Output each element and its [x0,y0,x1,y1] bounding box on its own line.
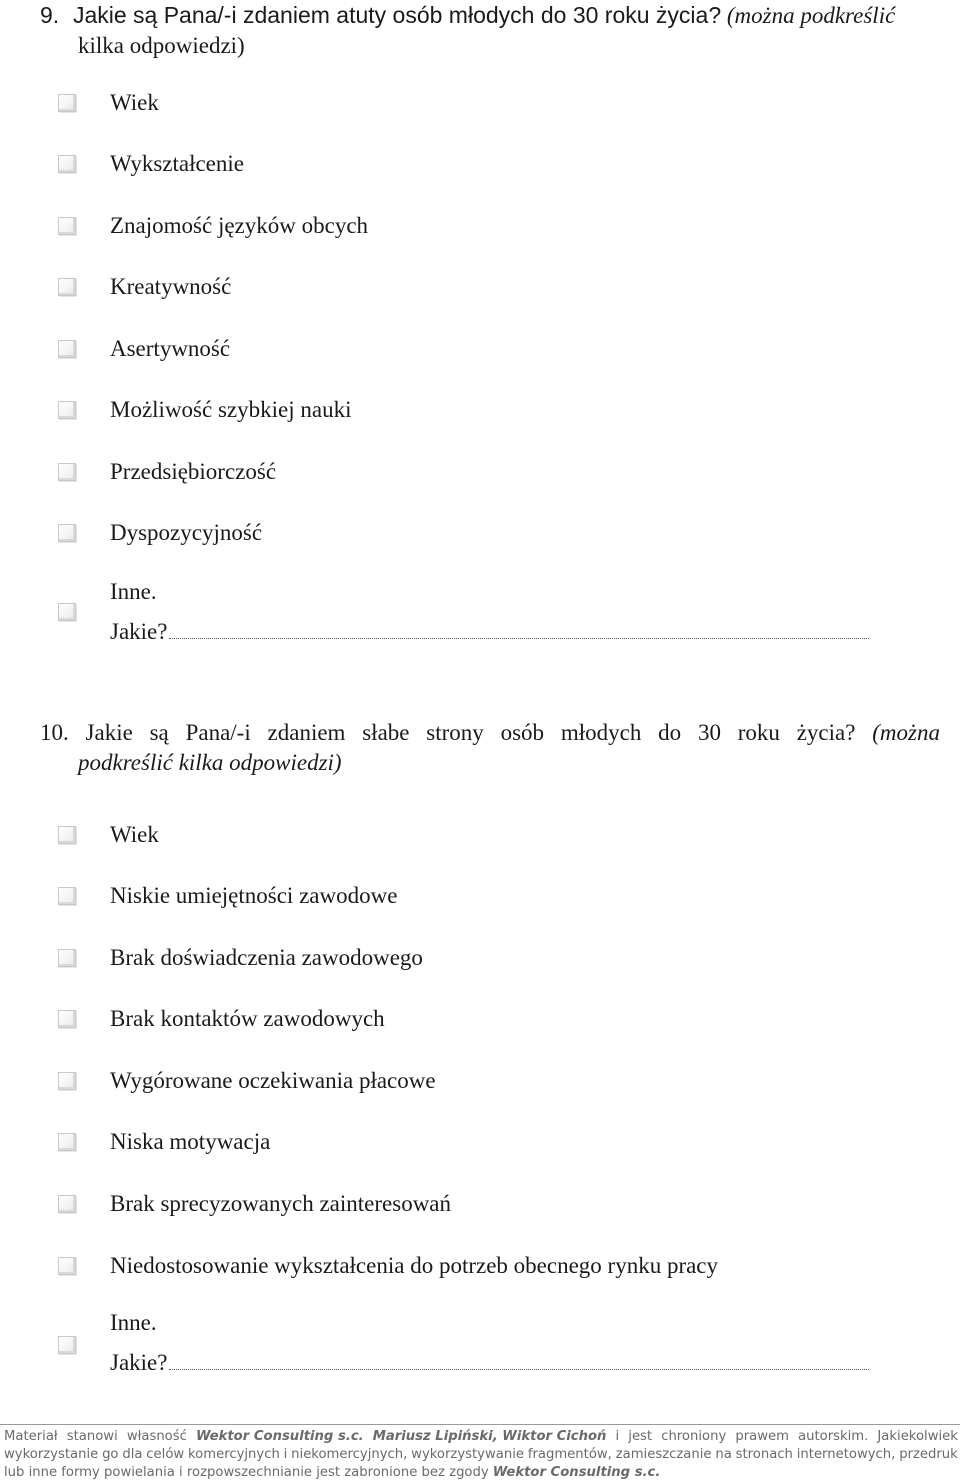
q10-option-brak-kontaktow[interactable] [58,1004,385,1034]
q9-other-label: Inne. [110,579,157,604]
option-label: Brak sprecyzowanych zainteresowań [110,1191,452,1216]
footer-word: Materiał [4,1429,58,1444]
q9-other-text [110,572,869,652]
checkbox-icon[interactable] [58,278,76,296]
footer-word: jest [628,1429,653,1444]
footer-company-name: Wektor Consulting s.c. [492,1465,661,1480]
checkbox-icon[interactable] [58,217,76,235]
question-10-first-line [40,718,940,748]
footer-line-3 [0,1464,960,1482]
question-10-heading [40,718,940,778]
q10-option-niedostosowanie[interactable] [58,1251,718,1281]
q9-option-asertywnosc[interactable] [58,334,230,364]
checkbox-icon[interactable] [58,524,76,542]
q9-option-inne[interactable] [58,572,888,656]
q9-option-wyksztalcenie[interactable] [58,149,244,179]
q10-word: życia? [796,720,856,745]
question-9-text: Jakie są Pana/-i zdaniem atuty osób młodych do 30 roku życia? [72,2,722,28]
checkbox-icon[interactable] [58,603,76,621]
q10-word: 30 [697,720,721,745]
q9-option-przedsiebiorczosc[interactable] [58,457,276,487]
checkbox-icon[interactable] [58,401,76,419]
option-label: Wykształcenie [110,151,244,176]
q10-other-label: Inne. [110,1310,157,1335]
checkbox-icon[interactable] [58,1336,76,1354]
checkbox-icon[interactable] [58,887,76,905]
checkbox-icon[interactable] [58,1133,76,1151]
q10-word: Jakie [85,720,133,745]
option-label: Asertywność [110,336,231,361]
checkbox-icon[interactable] [58,155,76,173]
footer-word: wykorzystanie [4,1447,99,1462]
footer-word: celów [146,1447,185,1462]
question-9-hint: (można podkreślić [726,3,896,28]
checkbox-icon[interactable] [58,94,76,112]
q9-option-nauka[interactable] [58,395,351,425]
option-label: Niskie umiejętności zawodowe [110,883,398,908]
checkbox-icon[interactable] [58,949,76,967]
copyright-footer [0,1424,960,1482]
question-9-heading [40,0,940,61]
q10-option-zainteresowania[interactable] [58,1189,451,1219]
q10-other-text [110,1303,869,1383]
q9-option-kreatywnosc[interactable] [58,272,231,302]
question-10-number: 10. [40,720,69,745]
checkbox-icon[interactable] [58,1010,76,1028]
checkbox-icon[interactable] [58,463,76,481]
q9-option-jezyki[interactable] [58,211,368,241]
footer-word: chroniony [661,1429,727,1444]
option-label: Brak doświadczenia zawodowego [110,945,423,970]
q10-other-dotted-line[interactable] [169,1368,869,1370]
footer-word: i [283,1447,288,1462]
footer-word: fragmentów, [527,1447,612,1462]
footer-text: lub inne formy powielania i rozpowszechnianie jest zabronione bez zgody [4,1465,489,1480]
question-10-hint: (można [872,720,940,745]
option-label: Niska motywacja [110,1129,271,1154]
question-10-hint-continued: podkreślić kilka odpowiedzi) [78,750,342,775]
question-9-number: 9. [40,2,60,28]
q10-other-question: Jakie? [110,1350,168,1375]
checkbox-icon[interactable] [58,1257,76,1275]
option-label: Wiek [110,90,159,115]
q10-option-niskie-umiejetnosci[interactable] [58,881,397,911]
q10-word: strony [426,720,484,745]
footer-company-name: Wektor Consulting s.c. [195,1429,364,1444]
q10-word: zdaniem [267,720,346,745]
q10-other-prompt[interactable] [110,1343,869,1383]
q9-other-question: Jakie? [110,619,168,644]
q10-option-inne[interactable] [58,1303,888,1387]
option-label: Możliwość szybkiej nauki [110,397,352,422]
checkbox-icon[interactable] [58,826,76,844]
option-label: Dyspozycyjność [110,520,263,545]
footer-word: stronach [735,1447,793,1462]
footer-word: na [715,1447,732,1462]
checkbox-icon[interactable] [58,340,76,358]
q10-word: słabe [362,720,410,745]
q10-option-oczekiwania-placowe[interactable] [58,1066,436,1096]
footer-owner-names: Mariusz Lipiński, Wiktor Cichoń [372,1429,607,1444]
footer-word: niekomercyjnych, [291,1447,408,1462]
footer-word: przedruk [899,1447,958,1462]
q10-option-wiek[interactable] [58,820,159,850]
footer-word: autorskim. [798,1429,869,1444]
q10-word: osób [500,720,545,745]
q10-word: do [658,720,682,745]
q9-other-dotted-line[interactable] [169,637,869,639]
option-label: Kreatywność [110,274,232,299]
checkbox-icon[interactable] [58,1195,76,1213]
footer-word: wykorzystywanie [411,1447,524,1462]
option-label: Niedostosowanie wykształcenia do potrzeb obecnego rynku pracy [110,1253,719,1278]
q9-option-dyspozycyjnosc[interactable] [58,518,262,548]
option-label: Brak kontaktów zawodowych [110,1006,385,1031]
q10-word: młodych [560,720,642,745]
footer-word: prawem [735,1429,789,1444]
option-label: Znajomość języków obcych [110,213,369,238]
q10-option-brak-doswiadczenia[interactable] [58,943,423,973]
q10-word: Pana/-i [185,720,251,745]
q9-other-prompt[interactable] [110,612,869,652]
footer-word: komercyjnych [188,1447,280,1462]
footer-word: stanowi [66,1429,118,1444]
footer-word: własność [126,1429,187,1444]
footer-word: i [615,1429,620,1444]
footer-line-2 [0,1446,960,1464]
footer-line-1 [0,1428,960,1446]
footer-word: go [102,1447,119,1462]
option-label: Wygórowane oczekiwania płacowe [110,1068,436,1093]
option-label: Wiek [110,822,159,847]
q10-word: są [149,720,169,745]
footer-word: Jakiekolwiek [877,1429,958,1444]
checkbox-icon[interactable] [58,1072,76,1090]
q10-option-niska-motywacja[interactable] [58,1127,270,1157]
footer-word: zamieszczanie [615,1447,712,1462]
footer-word: internetowych, [796,1447,896,1462]
q10-word: roku [737,720,780,745]
question-9-hint-continued: kilka odpowiedzi) [78,33,245,58]
q9-option-wiek[interactable] [58,88,159,118]
footer-word: dla [122,1447,143,1462]
option-label: Przedsiębiorczość [110,459,277,484]
